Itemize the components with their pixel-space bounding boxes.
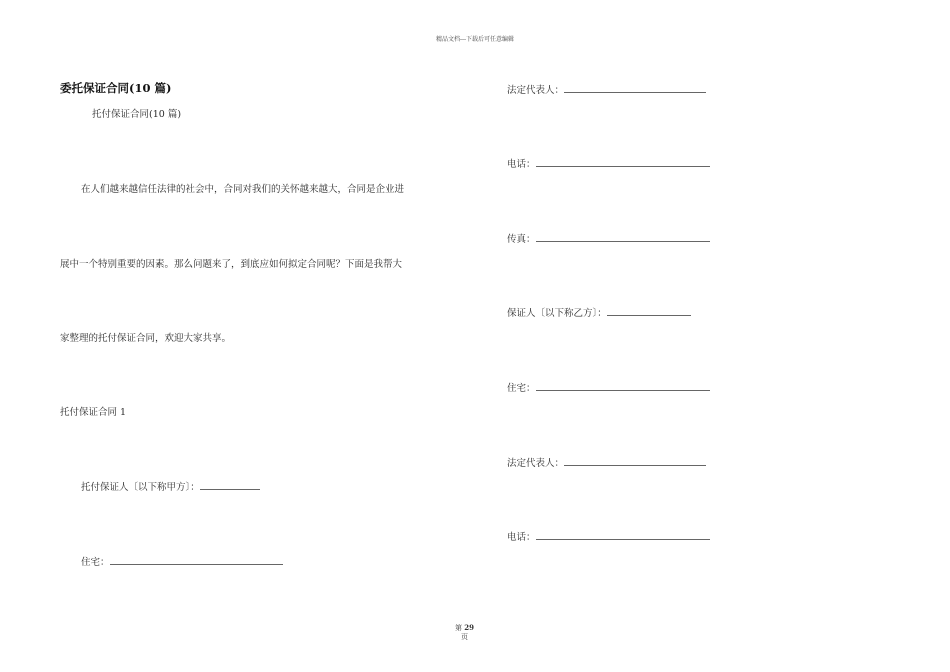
party-b-field — [507, 305, 691, 319]
page-header: 精品文档---下载后可任意编辑 — [435, 36, 515, 43]
field-label: 法定代表人： — [507, 85, 565, 96]
field-label: 传真： — [507, 234, 536, 245]
fill-blank — [564, 83, 706, 93]
field-label: 电话： — [507, 159, 536, 170]
field-label: 电话： — [507, 532, 536, 543]
field-label: 托付保证人〔以下称甲方〕： — [81, 482, 200, 493]
fill-blank — [536, 530, 710, 540]
party-a-fax-field — [507, 231, 710, 245]
fill-blank — [564, 456, 706, 466]
party-a-field — [81, 479, 260, 493]
party-b-representative-field — [507, 455, 706, 469]
intro-line-2: 展中一个特别重要的因素。那么问题来了，到底应如何拟定合同呢？下面是我帮大 — [60, 259, 403, 270]
fill-blank — [607, 306, 691, 316]
intro-line-1: 在人们越来越信任法律的社会中，合同对我们的关怀越来越大，合同是企业进 — [81, 184, 405, 195]
field-label: 法定代表人： — [507, 458, 565, 469]
fill-blank — [200, 480, 260, 490]
fill-blank — [536, 381, 710, 391]
fill-blank — [110, 555, 283, 565]
party-b-address-field — [507, 380, 710, 394]
party-a-representative-field — [507, 82, 706, 96]
party-a-address-field — [81, 554, 283, 568]
fill-blank — [536, 232, 710, 242]
party-b-phone-field — [507, 529, 710, 543]
page-prefix: 第 — [455, 624, 462, 632]
document-title: 委托保证合同(10 篇) — [60, 81, 172, 95]
page-number-value: 29 — [464, 623, 474, 632]
page-suffix: 页 — [460, 633, 468, 641]
document-subtitle: 托付保证合同(10 篇) — [92, 109, 182, 120]
fill-blank — [536, 157, 710, 167]
field-label: 保证人〔以下称乙方〕： — [507, 308, 607, 319]
party-a-phone-field — [507, 156, 710, 170]
intro-line-3: 家整理的托付保证合同，欢迎大家共享。 — [60, 333, 232, 344]
section-title: 托付保证合同 1 — [60, 407, 127, 418]
page-number — [455, 623, 474, 642]
field-label: 住宅： — [507, 383, 536, 394]
field-label: 住宅： — [81, 557, 110, 568]
